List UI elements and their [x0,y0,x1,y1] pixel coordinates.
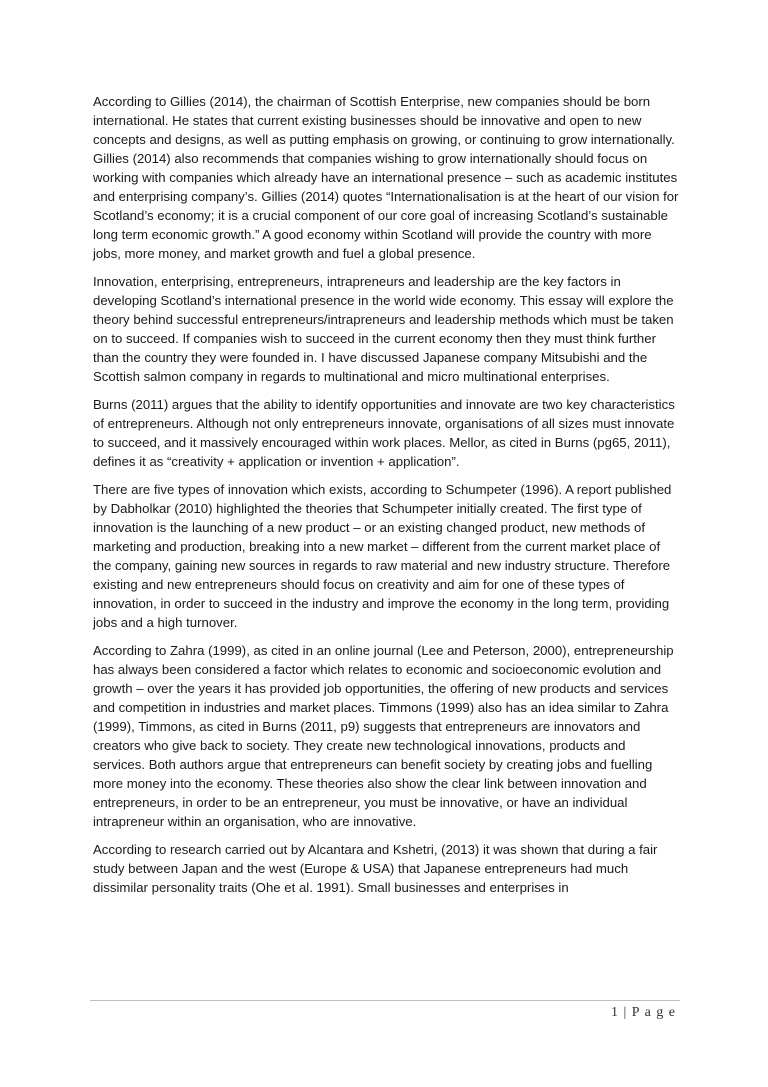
paragraph-5: According to Zahra (1999), as cited in an online journal (Lee and Peterson, 2000), entrepreneurship has always been considered a factor which relates to economic and socioeconomic evolution and growth – over the years it has provided job opportunities, the offering of new products and services and competition in industries and market places. Timmons (1999) also has an idea similar to Zahra (1999), Timmons, as cited in Burns (2011, p9) suggests that entrepreneurs are innovators and creators who give back to society. They create new technological innovations, products and services. Both authors argue that entrepreneurs can benefit society by creating jobs and fuelling more money into the economy. These theories also show the clear link between innovation and entrepreneurs, in order to be an entrepreneur, you must be innovative, or have an individual intrapreneur within an organisation, who are innovative. [93,643,674,829]
paragraph-2: Innovation, enterprising, entrepreneurs, intrapreneurs and leadership are the key factors in developing Scotland’s international presence in the world wide economy. This essay will explore the theory behind successful entrepreneurs/intrapreneurs and leadership methods which must be taken on to succeed. If companies wish to succeed in the current economy then they must think further than the country they were founded in. I have discussed Japanese company Mitsubishi and the Scottish salmon company in regards to multinational and micro multinational enterprises. [93,274,674,384]
footer-divider [90,1000,680,1001]
paragraph-6: According to research carried out by Alcantara and Kshetri, (2013) it was shown that during a fair study between Japan and the west (Europe & USA) that Japanese entrepreneurs had much dissimilar personality traits (Ohe et al. 1991). Small businesses and enterprises in [93,842,658,895]
footer-separator: | [623,1005,628,1020]
page-number: 1 [610,1005,619,1020]
page-label: P a g e [631,1005,676,1020]
paragraph-4: There are five types of innovation which exists, according to Schumpeter (1996). A report published by Dabholkar (2010) highlighted the theories that Schumpeter initially created. The first type of innovation is the launching of a new product – or an existing changed product, new methods of marketing and production, breaking into a new market – different from the current market place of the company, gaining new sources in regards to raw material and new industry structure. Therefore existing and new entrepreneurs should focus on creativity and aim for one of these types of innovation, in order to succeed in the industry and improve the economy in the long term, providing jobs and a high turnover. [93,482,672,630]
page-footer [611,1005,676,1021]
paragraph-3: Burns (2011) argues that the ability to identify opportunities and innovate are two key characteristics of entrepreneurs. Although not only entrepreneurs innovate, organisations of all sizes must innovate to succeed, and it massively encouraged within work places. Mellor, as cited in Burns (pg65, 2011), defines it as “creativity + application or invention + application”. [93,397,675,469]
body-text [93,92,681,906]
paragraph-1: According to Gillies (2014), the chairman of Scottish Enterprise, new companies should be born international. He states that current existing businesses should be innovative and open to new concepts and designs, as well as putting emphasis on growing, or continuing to grow internationally. Gillies (2014) also recommends that companies wishing to grow internationally should focus on working with companies which already have an international presence – such as academic institutes and enterprising company’s. Gillies (2014) quotes “Internationalisation is at the heart of our vision for Scotland’s economy; it is a crucial component of our core goal of increasing Scotland’s sustainable long term economic growth.” A good economy within Scotland will provide the country with more jobs, more money, and market growth and fuel a global presence. [93,94,679,261]
